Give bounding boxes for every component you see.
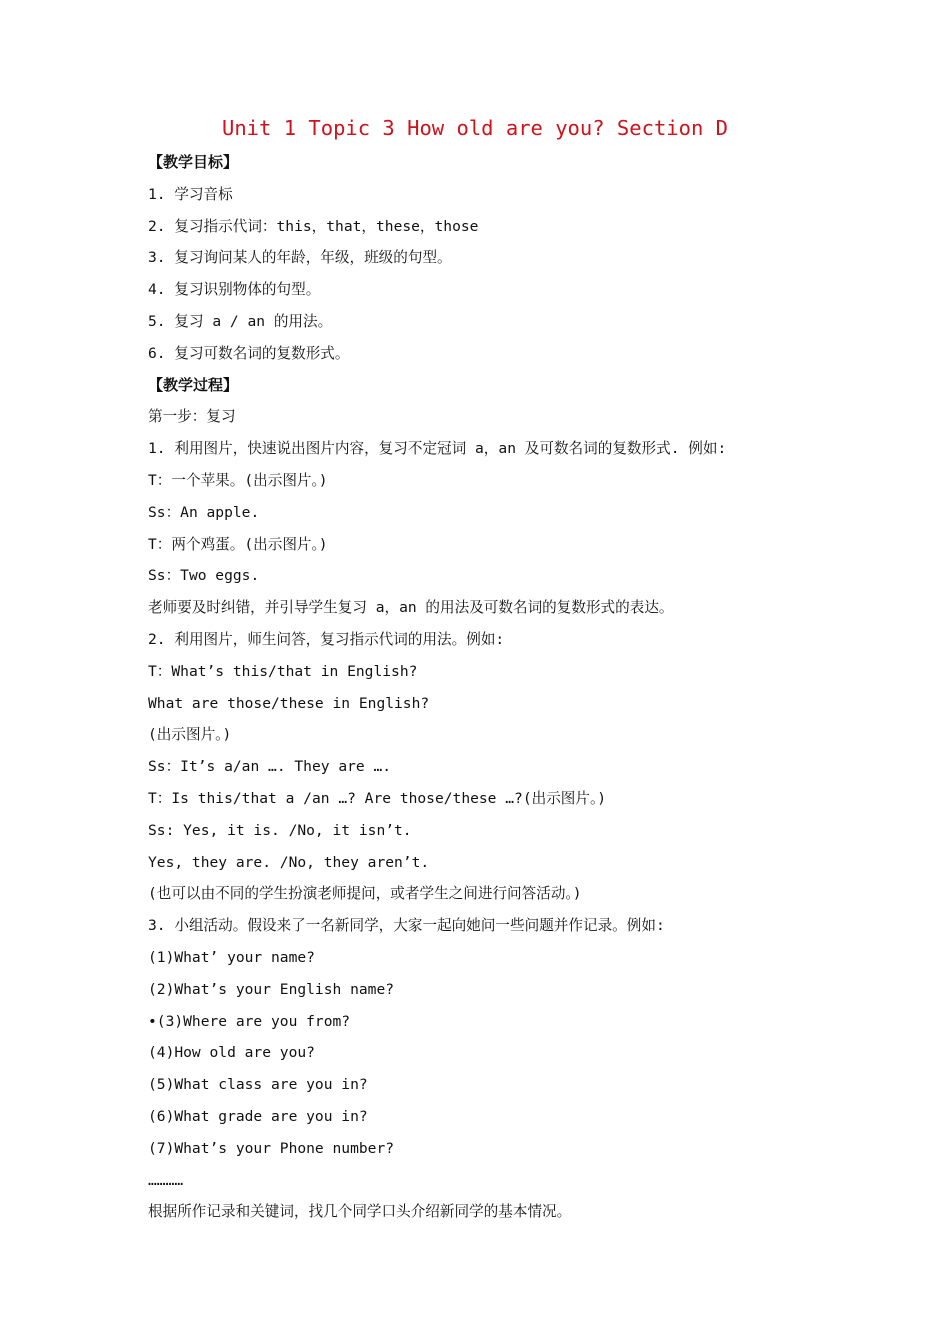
text-line: Ss：Two eggs. [148,567,260,585]
text-line: 2. 复习指示代词：this，that，these，those [148,217,479,235]
text-line: 3. 复习询问某人的年龄，年级，班级的句型。 [148,249,452,267]
text-line: 老师要及时纠错，并引导学生复习 a，an 的用法及可数名词的复数形式的表达。 [148,599,674,617]
text-line: Ss：It’s a/an …. They are …. [148,758,392,776]
section-heading: 【教学目标】 [148,153,239,171]
text-line: (6)What grade are you in? [148,1107,368,1125]
text-line: •(3)Where are you from? [148,1012,351,1030]
text-line: (出示图片。) [148,726,232,744]
section-heading: 【教学过程】 [148,375,239,394]
text-line: (也可以由不同的学生扮演老师提问，或者学生之间进行问答活动。) [148,885,582,903]
text-line: (2)What’s your English name? [148,980,395,998]
text-line: 3. 小组活动。假设来了一名新同学，大家一起向她问一些问题并作记录。例如: [148,917,665,935]
text-line: (5)What class are you in? [148,1076,368,1094]
text-line: Yes, they are. /No, they aren’t. [148,853,430,871]
text-line: ………… [148,1171,184,1189]
text-line: 4. 复习识别物体的句型。 [148,281,321,299]
text-line: 2. 利用图片，师生问答，复习指示代词的用法。例如: [148,630,505,648]
text-line: What are those/these in English? [148,694,430,712]
text-line: T：What’s this/that in English? [148,662,418,680]
document-body [148,147,828,1228]
document-title: Unit 1 Topic 3 How old are you? Section D [221,116,729,140]
text-line: (4)How old are you? [148,1044,315,1062]
text-line: (7)What’s your Phone number? [148,1139,395,1157]
text-line: 根据所作记录和关键词，找几个同学口头介绍新同学的基本情况。 [148,1203,572,1221]
text-line: 5. 复习 a / an 的用法。 [148,312,333,330]
text-line: 1. 利用图片，快速说出图片内容，复习不定冠词 a，an 及可数名词的复数形式. 例如: [148,440,727,458]
text-line: 第一步：复习 [148,408,236,426]
text-line: 6. 复习可数名词的复数形式。 [148,344,350,362]
text-line: T：一个苹果。(出示图片。) [148,471,328,489]
text-line: (1)What’ your name? [148,948,315,966]
text-line: Ss：An apple. [148,503,260,521]
text-line: Ss: Yes, it is. /No, it isn’t. [148,821,412,839]
text-line: T：Is this/that a /an …? Are those/these …?(出示图片。) [148,789,607,807]
text-line: T：两个鸡蛋。(出示图片。) [148,535,328,553]
text-line: 1. 学习音标 [148,185,233,203]
